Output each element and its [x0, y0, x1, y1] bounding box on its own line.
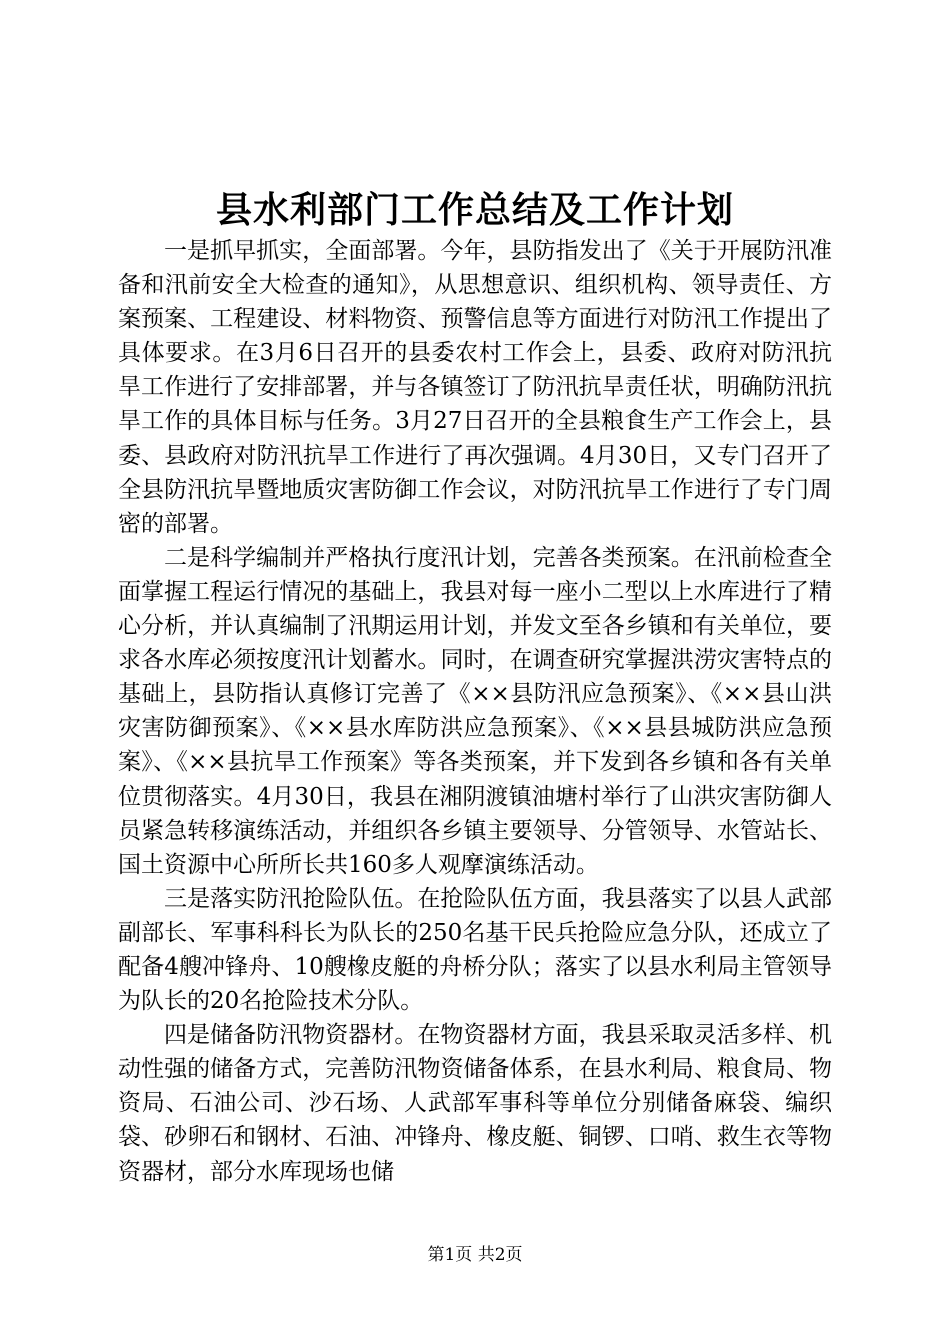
- paragraph-4: 四是储备防汛物资器材。在物资器材方面，我县采取灵活多样、机动性强的储备方式，完善防汛物资储备体系，在县水利局、粮食局、物资局、石油公司、沙石场、人武部军事科等单位分别储备麻袋、编织袋、砂卵石和钢材、石油、冲锋舟、橡皮艇、铜锣、口哨、救生衣等物资器材，部分水库现场也储: [118, 1022, 832, 1185]
- document-title: 县水利部门工作总结及工作计划: [215, 189, 734, 231]
- page-number-footer: 第1页 共2页: [427, 1245, 523, 1265]
- paragraph-1: 一是抓早抓实，全面部署。今年，县防指发出了《关于开展防汛准备和汛前安全大检查的通知》，从思想意识、组织机构、领导责任、方案预案、工程建设、材料物资、预警信息等方面进行对防汛工作提出了具体要求。在3月6日召开的县委农村工作会上，县委、政府对防汛抗旱工作进行了安排部署，并与各镇签订了防汛抗旱责任状，明确防汛抗旱工作的具体目标与任务。3月27日召开的全县粮食生产工作会上，县委、县政府对防汛抗旱工作进行了再次强调。4月30日，又专门召开了全县防汛抗旱暨地质灾害防御工作会议，对防汛抗旱工作进行了专门周密的部署。: [118, 238, 832, 537]
- paragraph-3: 三是落实防汛抢险队伍。在抢险队伍方面，我县落实了以县人武部副部长、军事科科长为队长的250名基干民兵抢险应急分队，还成立了配备4艘冲锋舟、10艘橡皮艇的舟桥分队；落实了以县水利局主管领导为队长的20名抢险技术分队。: [118, 885, 832, 1015]
- document-body: [118, 234, 832, 1189]
- paragraph-2: 二是科学编制并严格执行度汛计划，完善各类预案。在汛前检查全面掌握工程运行情况的基础上，我县对每一座小二型以上水库进行了精心分析，并认真编制了汛期运用计划，并发文至各乡镇和有关单位，要求各水库必须按度汛计划蓄水。同时，在调查研究掌握洪涝灾害特点的基础上，县防指认真修订完善了《××县防汛应急预案》、《××县山洪灾害防御预案》、《××县水库防洪应急预案》、《××县县城防洪应急预案》、《××县抗旱工作预案》等各类预案，并下发到各乡镇和各有关单位贯彻落实。4月30日，我县在湘阴渡镇油塘村举行了山洪灾害防御人员紧急转移演练活动，并组织各乡镇主要领导、分管领导、水管站长、国土资源中心所所长共160多人观摩演练活动。: [118, 544, 832, 878]
